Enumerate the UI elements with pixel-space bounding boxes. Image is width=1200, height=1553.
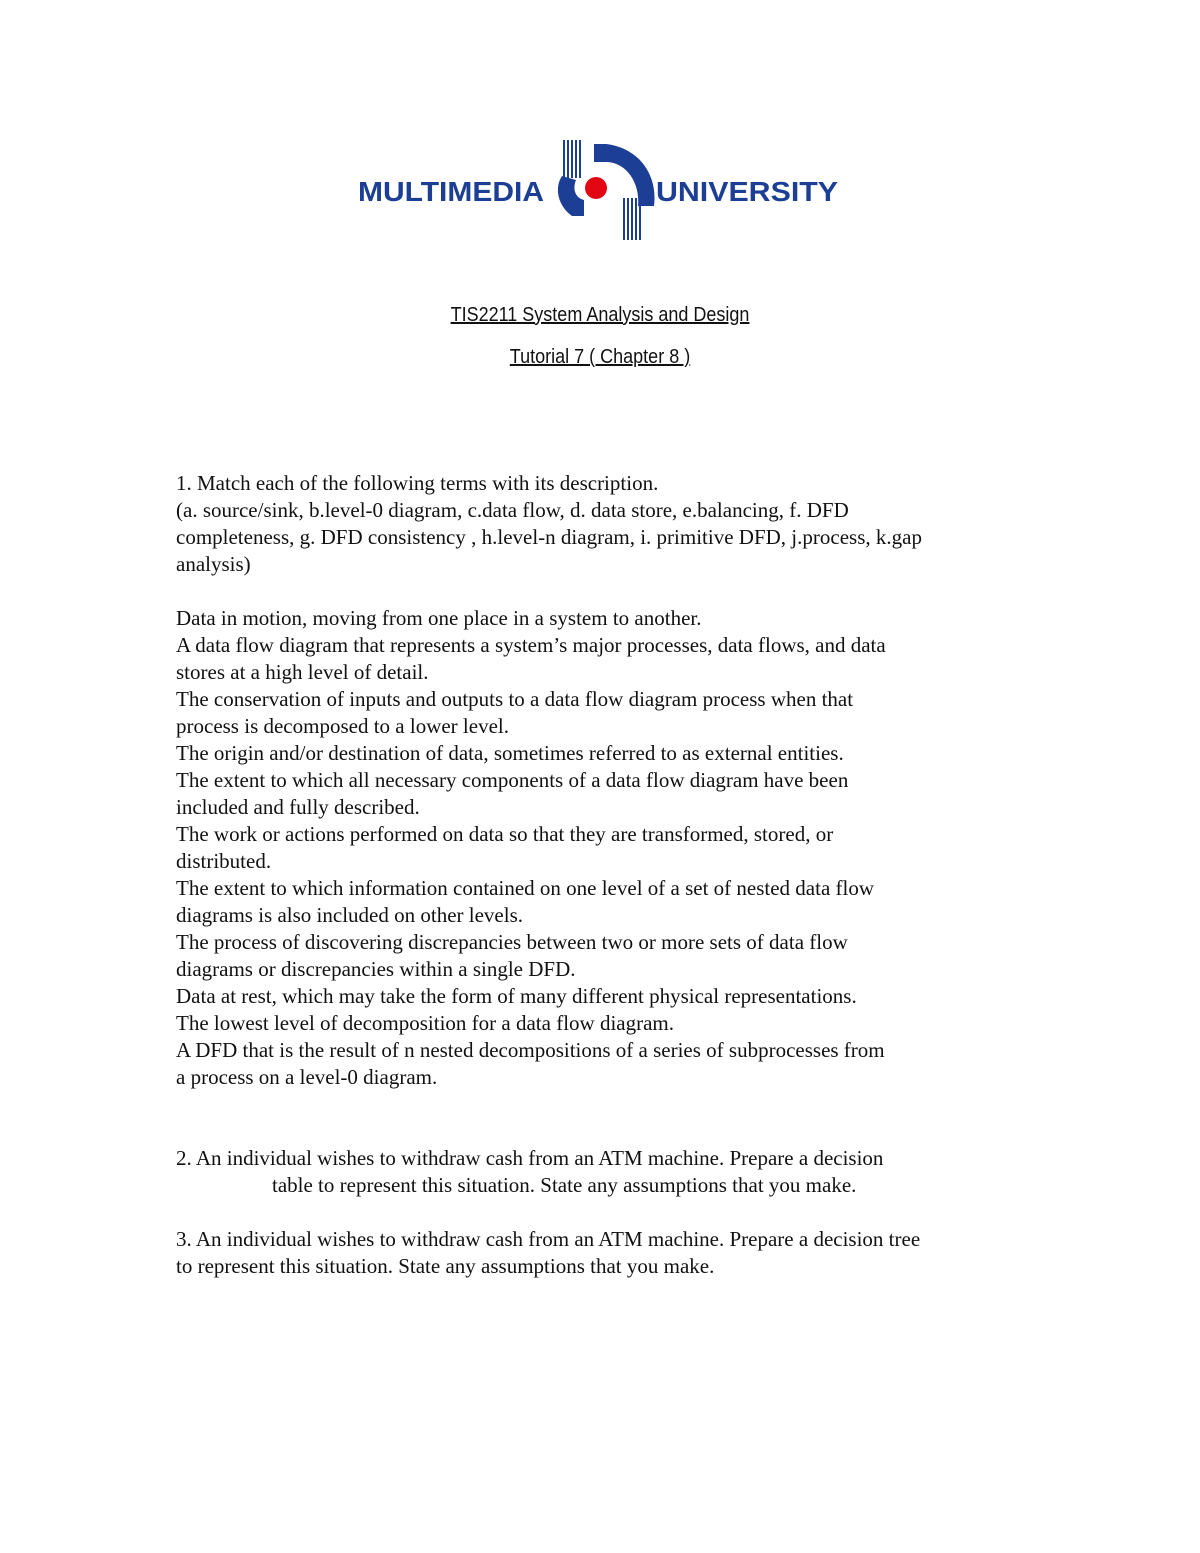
university-logo-graphic <box>358 136 840 242</box>
logo-left-lines <box>564 140 580 178</box>
q3-line: 3. An individual wishes to withdraw cash from an ATM machine. Prepare a decision tree <box>176 1227 921 1251</box>
description-line: process is decomposed to a lower level. <box>176 714 509 738</box>
description-line: The extent to which information contained on one level of a set of nested data flow <box>176 876 875 900</box>
description-line: diagrams or discrepancies within a single DFD. <box>176 957 576 981</box>
q1-line: completeness, g. DFD consistency , h.level-n diagram, i. primitive DFD, j.process, k.gap <box>176 525 922 549</box>
description-line: The conservation of inputs and outputs to a data flow diagram process when that <box>176 687 854 711</box>
spacer <box>176 1199 1036 1226</box>
q1-line: analysis) <box>176 552 251 576</box>
spacer <box>176 1091 1036 1145</box>
description-line: stores at a high level of detail. <box>176 660 429 684</box>
description-line: The origin and/or destination of data, sometimes referred to as external entities. <box>176 741 844 765</box>
description-line: distributed. <box>176 849 272 873</box>
question-3 <box>176 1226 1036 1280</box>
tutorial-body <box>176 470 1036 1280</box>
description-line: The lowest level of decomposition for a data flow diagram. <box>176 1011 675 1035</box>
description-line: included and fully described. <box>176 795 420 819</box>
logo-red-dot <box>585 177 607 199</box>
description-line: a process on a level-0 diagram. <box>176 1065 438 1089</box>
q1-line: (a. source/sink, b.level-0 diagram, c.data flow, d. data store, e.balancing, f. DFD <box>176 498 849 522</box>
description-line: A data flow diagram that represents a system’s major processes, data flows, and data <box>176 633 886 657</box>
logo-left-arc <box>558 176 584 216</box>
course-title: TIS2211 System Analysis and Design <box>450 304 750 326</box>
description-line: The extent to which all necessary components of a data flow diagram have been <box>176 768 849 792</box>
question-1 <box>176 470 1036 578</box>
description-line: diagrams is also included on other levels. <box>176 903 524 927</box>
spacer <box>176 578 1036 605</box>
description-line: The work or actions performed on data so that they are transformed, stored, or <box>176 822 834 846</box>
logo-left-word: MULTIMEDIA <box>358 176 544 207</box>
description-line: Data at rest, which may take the form of many different physical representations. <box>176 984 857 1008</box>
logo-right-word: UNIVERSITY <box>656 176 839 207</box>
university-logo <box>358 136 840 242</box>
q1-descriptions <box>176 605 1036 1091</box>
q2-line: table to represent this situation. State any assumptions that you make. <box>272 1173 857 1197</box>
description-line: The process of discovering discrepancies between two or more sets of data flow <box>176 930 848 954</box>
q1-line: 1. Match each of the following terms with its description. <box>176 471 659 495</box>
question-2 <box>176 1145 1036 1199</box>
description-line: Data in motion, moving from one place in a system to another. <box>176 606 702 630</box>
tutorial-title: Tutorial 7 ( Chapter 8 ) <box>509 346 691 368</box>
q3-line: to represent this situation. State any assumptions that you make. <box>176 1254 715 1278</box>
q2-line: 2. An individual wishes to withdraw cash from an ATM machine. Prepare a decision <box>176 1146 884 1170</box>
logo-right-arc <box>594 144 655 206</box>
description-line: A DFD that is the result of n nested decompositions of a series of subprocesses from <box>176 1038 885 1062</box>
logo-right-lines <box>624 198 640 240</box>
